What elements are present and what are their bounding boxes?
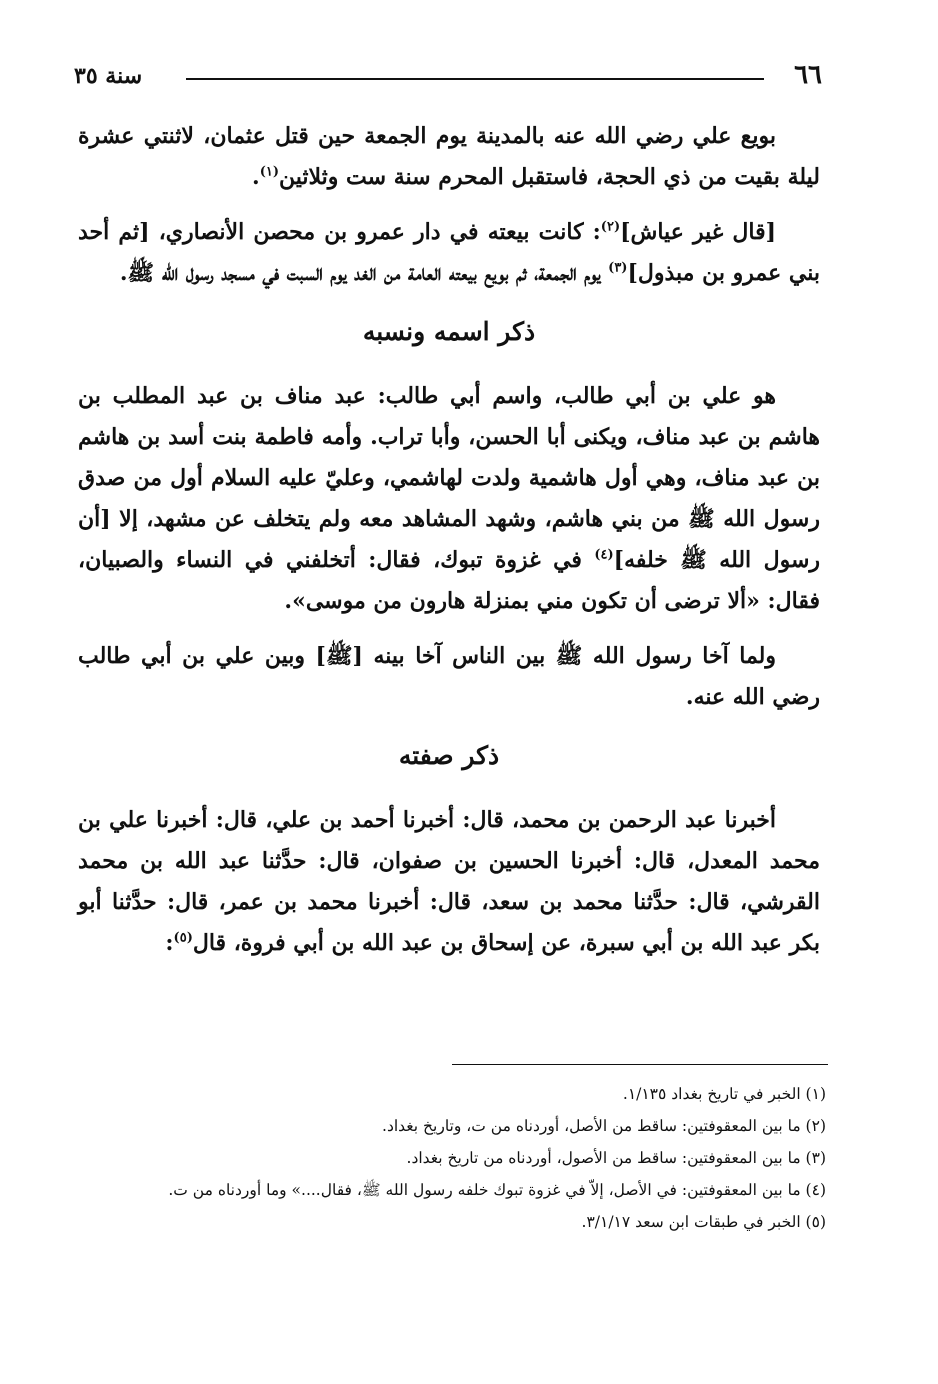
paragraph-text: : كانت بيعته في دار عمرو بن محصن الأنصاري، [ثم أحد بني عمرو بن مبذول]	[78, 219, 820, 286]
paragraph-text: ولما آخا رسول الله ﷺ بين الناس آخا بينه [ﷺ] وبين علي بن أبي طالب رضي الله عنه.	[78, 643, 820, 710]
paragraph-lineage	[78, 376, 820, 622]
paragraph-text: :	[165, 930, 174, 956]
paragraph-text: أخبرنا عبد الرحمن بن محمد، قال: أخبرنا أحمد بن علي، قال: أخبرنا علي بن محمد المعدل، قال: أخبرنا الحسين بن صفوان، قال: حدَّثنا عبد الله بن محمد القرشي، قال: حدَّثنا محمد بن سعد، قال: أخبرنا محمد بن عمر، قال: حدَّثنا أبو بكر عبد الله بن أبي سبرة، عن إسحاق بن عبد الله بن أبي فروة، قال	[78, 807, 820, 956]
footnote-ref: (٤)	[594, 547, 614, 563]
footnote-4: (٤) ما بين المعقوفتين: في الأصل، إلاّ في غزوة تبوك خلفه رسول الله ﷺ، فقال....» وما أوردناه من ت.	[168, 1181, 826, 1199]
running-header	[74, 56, 822, 96]
footnote-separator	[452, 1064, 828, 1065]
paragraph-text: بويع علي رضي الله عنه بالمدينة يوم الجمعة حين قتل عثمان، لاثنتي عشرة ليلة بقيت من ذي الحجة، فاستقبل المحرم سنة ست وثلاثين	[78, 123, 820, 190]
running-head-year: سنة ٣٥	[74, 63, 143, 89]
heading-name-lineage: ذكر اسمه ونسبه	[362, 317, 536, 346]
footnote-ref: (٢)	[600, 219, 621, 235]
paragraph-text: [قال غير عياش]	[620, 219, 776, 245]
footnote-ref: (٥)	[173, 930, 193, 946]
page-number: ٦٦	[794, 60, 822, 90]
header-rule	[186, 78, 764, 80]
paragraph-bay-a-location	[78, 212, 820, 294]
paragraph-bay-a	[78, 116, 820, 198]
paragraph-brotherhood	[78, 636, 820, 718]
footnote-1: (١) الخبر في تاريخ بغداد ١/١٣٥.	[622, 1085, 826, 1103]
footnote-3: (٣) ما بين المعقوفتين: ساقط من الأصول، أوردناه من تاريخ بغداد.	[406, 1149, 826, 1167]
paragraph-text: .	[252, 164, 260, 190]
paragraph-text: هو علي بن أبي طالب، واسم أبي طالب: عبد مناف بن عبد المطلب بن هاشم بن عبد مناف، ويكنى أبا الحسن، وأبا تراب. وأمه فاطمة بنت أسد بن هاشم بن عبد مناف، وهي أول هاشمية ولدت لهاشمي، وعليّ عليه السلام أول من صدق رسول الله ﷺ من بني هاشم، وشهد المشاهد معه ولم يتخلف عن مشهد، إلا [أن رسول الله ﷺ خلفه]	[78, 383, 820, 573]
paragraph-text: يوم الجمعة، ثم بويع بيعته العامة من الغد يوم السبت في مسجد رسول الله ﷺ.	[119, 260, 609, 286]
footnote-ref: (٣)	[608, 260, 628, 276]
heading-description: ذكر صفته	[398, 741, 500, 770]
paragraph-isnad	[78, 800, 820, 964]
footnotes	[96, 1078, 826, 1238]
footnote-2: (٢) ما بين المعقوفتين: ساقط من الأصل، أوردناه من ت، وتاريخ بغداد.	[382, 1117, 826, 1135]
footnote-5: (٥) الخبر في طبقات ابن سعد ٣/١/١٧.	[581, 1213, 826, 1231]
footnote-ref: (١)	[259, 164, 279, 180]
main-text	[78, 116, 820, 978]
paragraph-text: في غزوة تبوك، فقال: أتخلفني في النساء والصبيان، فقال: «ألا ترضى أن تكون مني بمنزلة هارون من موسى».	[78, 547, 820, 614]
